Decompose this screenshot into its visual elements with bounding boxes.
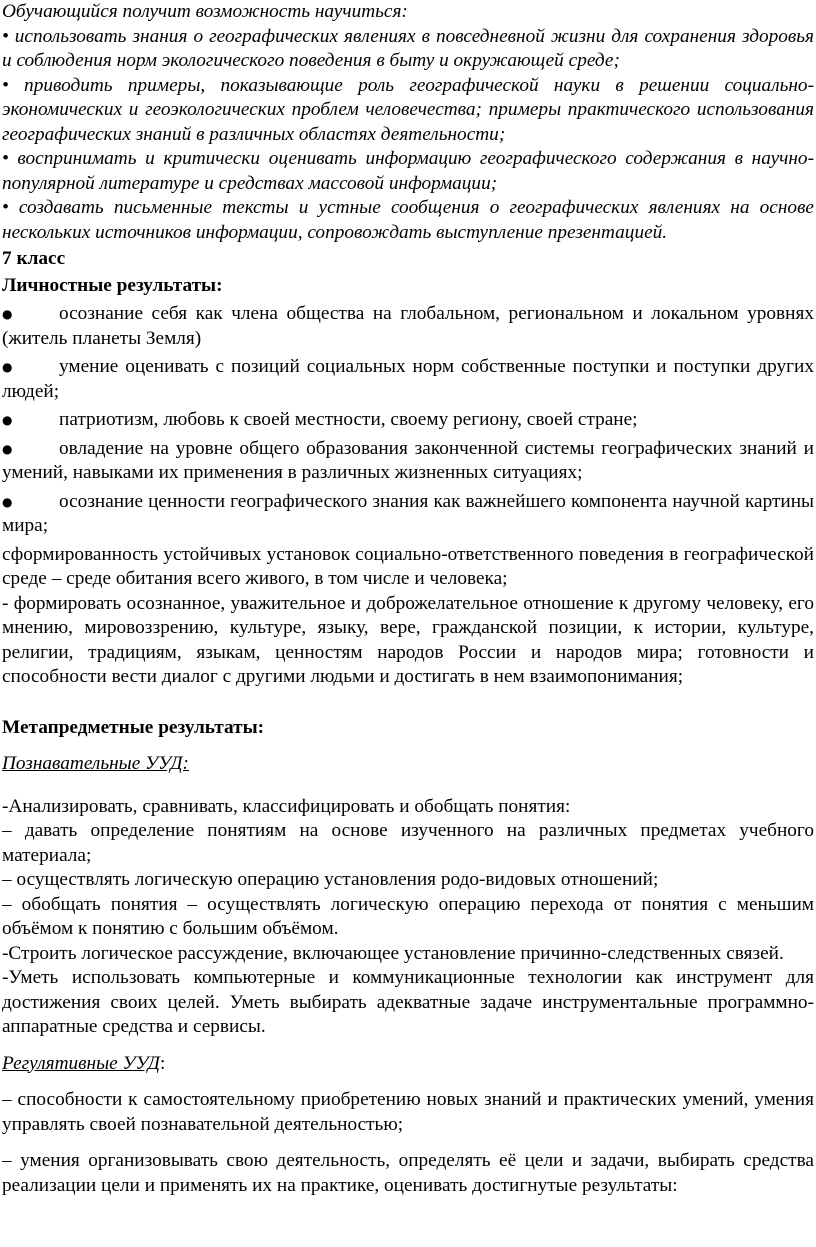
personal-bullet-item (2, 490, 814, 539)
bullet-text: осознание себя как члена общества на глобальном, региональном и локальном уровнях (житель планеты Земля) (2, 303, 814, 349)
personal-results-heading: Личностные результаты: (2, 274, 223, 296)
bullet-text: овладение на уровне общего образования законченной системы географических знаний и умений, навыками их применения в различных жизненных ситуациях; (2, 437, 814, 483)
personal-paragraph: - формировать осознанное, уважительное и доброжелательное отношение к другому человеку, его мнению, мировоззрению, культуре, языку, вере, гражданской позиции, к истории, культуре, религии, традициям, языкам, ценностям народов России и народов мира; готовности и способности вести диалог с другими людьми и достигать в нем взаимопонимания; (2, 592, 814, 687)
grade-heading: 7 класс (2, 248, 66, 269)
spacer (2, 740, 814, 752)
intro-item: • приводить примеры, показывающие роль географической науки в решении социально-экономических и геоэкологических проблем человечества; примеры практического использования географических знаний в различных областях деятельности; (2, 74, 814, 145)
spacer (2, 690, 814, 716)
spacer (2, 1040, 814, 1052)
regulatory-line: – умения организовывать свою деятельность, определять её цели и задачи, выбирать средства реализации цели и применять их на практике, оценивать достигнутые результаты: (2, 1150, 814, 1196)
spacer (2, 777, 814, 795)
intro-item: • использовать знания о географических явлениях в повседневной жизни для сохранения здоровья и соблюдения норм экологического поведения в быту и окружающей среде; (2, 25, 814, 71)
spacer (2, 1076, 814, 1088)
intro-heading: Обучающийся получит возможность научиться: (2, 1, 408, 22)
personal-bullet-item (2, 408, 814, 433)
cognitive-line: -Уметь использовать компьютерные и коммуникационные технологии как инструмент для достижения своих целей. Уметь выбирать адекватные задаче инструментальные программно-аппаратные средства и сервисы. (2, 967, 814, 1037)
regulatory-uud-heading: Регулятивные УУД (2, 1052, 160, 1074)
heading-colon: : (159, 1052, 166, 1074)
bullet-dot-icon: ● (2, 307, 13, 321)
bullet-dot-icon: ● (2, 441, 13, 456)
spacer (2, 1137, 814, 1149)
cognitive-line: – давать определение понятиям на основе изученного на различных предметах учебного материала; (2, 820, 814, 866)
intro-item: • воспринимать и критически оценивать информацию географического содержания в научно-популярной литературе и средствах массовой информации; (2, 148, 814, 194)
bullet-text: осознание ценности географического знания как важнейшего компонента научной картины мира; (2, 490, 814, 536)
cognitive-line: -Анализировать, сравнивать, классифицировать и обобщать понятия: (2, 795, 571, 817)
bullet-dot-icon: ● (2, 413, 13, 427)
meta-results-heading: Метапредметные результаты: (2, 716, 265, 738)
regulatory-uud-heading-row (2, 1052, 814, 1077)
cognitive-uud-heading: Познавательные УУД: (2, 753, 189, 774)
personal-paragraph: сформированность устойчивых установок социально-ответственного поведения в географической среде – среде обитания всего живого, в том числе и человека; (2, 543, 814, 589)
cognitive-line: – обобщать понятия – осуществлять логическую операцию перехода от понятия с меньшим объёмом к понятию с большим объёмом. (2, 893, 814, 939)
personal-bullet-item (2, 437, 814, 486)
bullet-dot-icon: ● (2, 494, 13, 509)
personal-bullet-item (2, 302, 814, 351)
regulatory-line: – способности к самостоятельному приобретению новых знаний и практических умений, умения управлять своей познавательной деятельностью; (2, 1089, 814, 1135)
bullet-text: патриотизм, любовь к своей местности, своему региону, своей стране; (59, 409, 638, 430)
cognitive-line: -Строить логическое рассуждение, включающее установление причинно-следственных связей. (2, 942, 784, 964)
bullet-dot-icon: ● (2, 360, 13, 374)
cognitive-line: – осуществлять логическую операцию установления родо-видовых отношений; (2, 869, 659, 890)
bullet-text: умение оценивать с позиций социальных норм собственные поступки и поступки других людей; (2, 356, 814, 402)
intro-item: • создавать письменные тексты и устные сообщения о географических явлениях на основе нескольких источников информации, сопровождать выступление презентацией. (2, 197, 814, 243)
personal-bullet-item (2, 355, 814, 404)
